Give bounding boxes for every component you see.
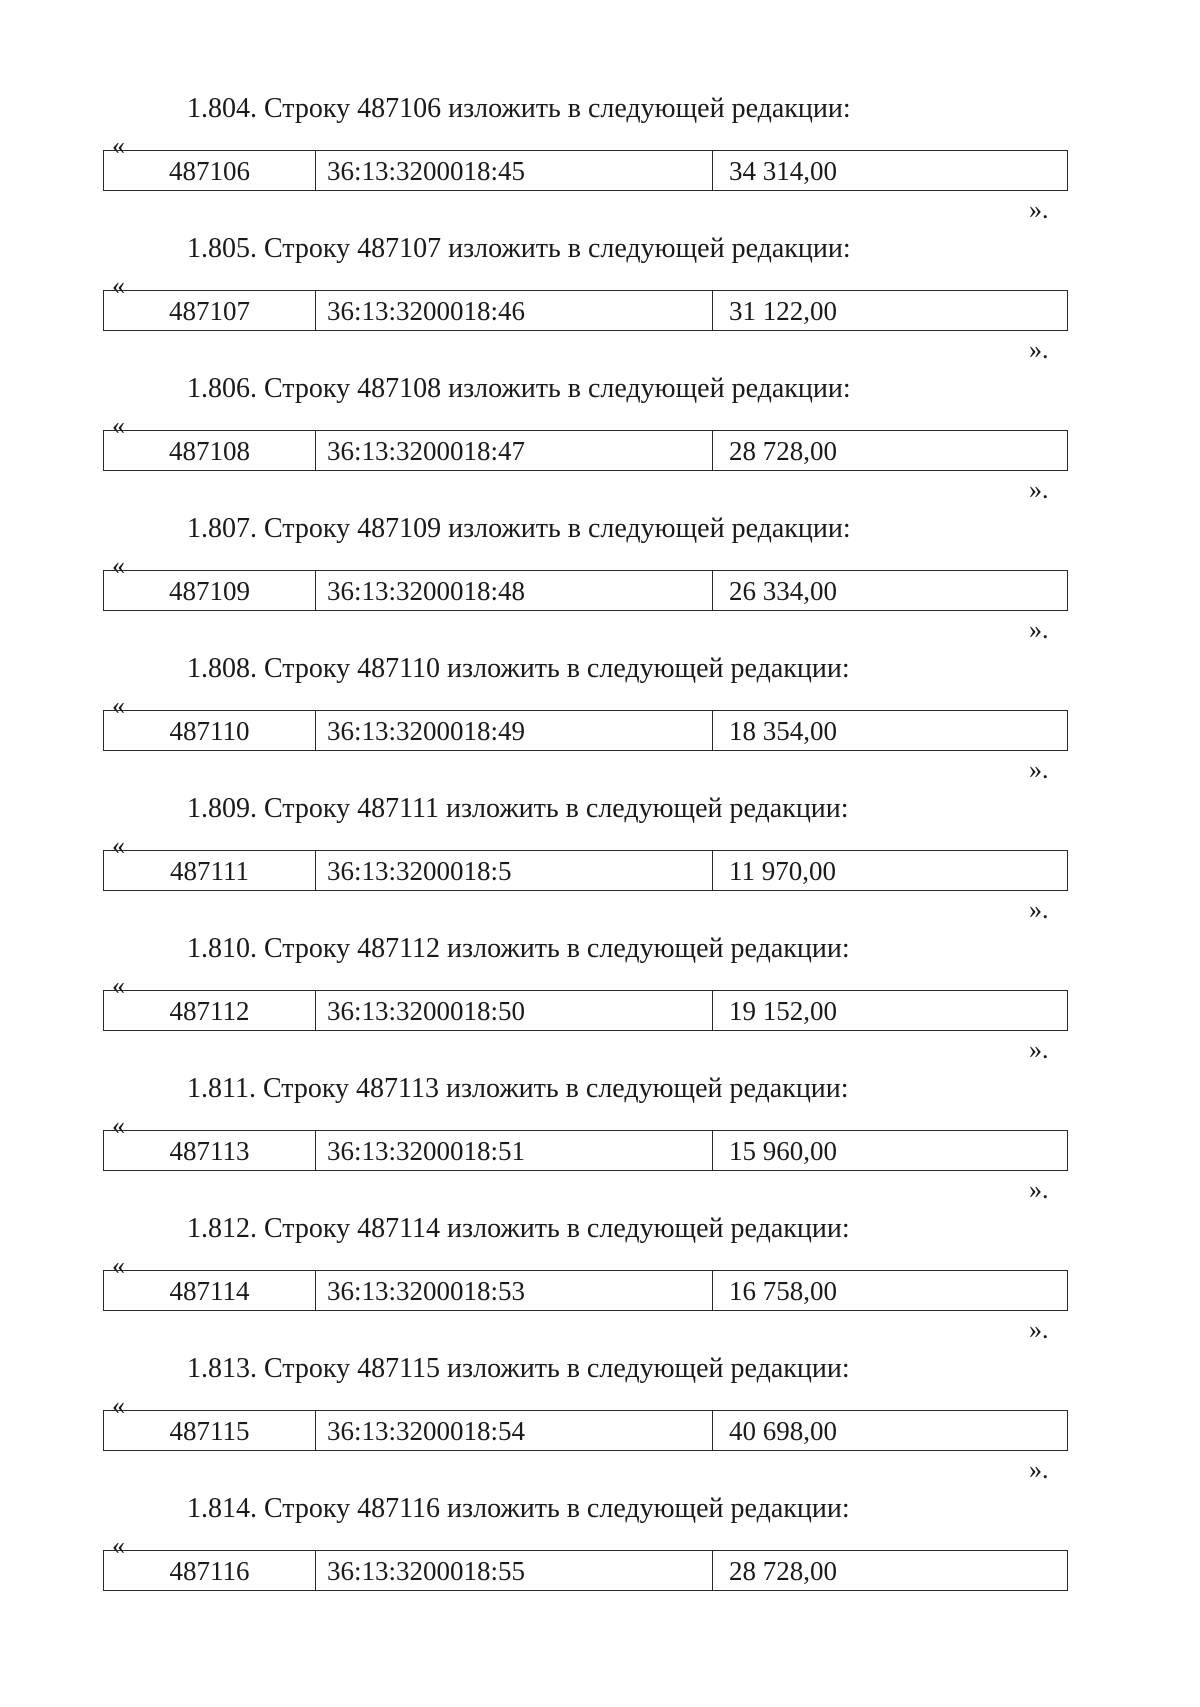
table-row (104, 1411, 1068, 1451)
value-cell: 18 354,00 (713, 711, 1068, 751)
cadastral-number-cell: 36:13:3200018:48 (316, 571, 713, 611)
cadastral-number-cell: 36:13:3200018:47 (316, 431, 713, 471)
cadastral-number-cell: 36:13:3200018:49 (316, 711, 713, 751)
value-cell: 28 728,00 (713, 1551, 1068, 1591)
table-row (104, 1551, 1068, 1591)
value-cell: 16 758,00 (713, 1271, 1068, 1311)
opening-quote: « (112, 1391, 125, 1420)
cadastral-number-cell: 36:13:3200018:45 (316, 151, 713, 191)
cadastral-number-cell: 36:13:3200018:50 (316, 991, 713, 1031)
cadastral-number-cell: 36:13:3200018:51 (316, 1131, 713, 1171)
opening-quote: « (112, 551, 125, 580)
opening-quote: « (112, 411, 125, 440)
row-table (103, 710, 1068, 751)
closing-quote: ». (1029, 1035, 1049, 1064)
amendment-heading: 1.805. Строку 487107 изложить в следующей редакции: (187, 233, 851, 264)
amendment-heading: 1.809. Строку 487111 изложить в следующей редакции: (187, 793, 849, 824)
cadastral-number-cell: 36:13:3200018:5 (316, 851, 713, 891)
row-number-cell: 487112 (104, 991, 316, 1031)
amendment-1-813 (0, 1352, 1200, 1492)
amendment-heading: 1.814. Строку 487116 изложить в следующей редакции: (187, 1493, 850, 1524)
amendment-1-807 (0, 512, 1200, 652)
opening-quote: « (112, 131, 125, 160)
row-table (103, 1550, 1068, 1591)
opening-quote: « (112, 831, 125, 860)
amendment-1-808 (0, 652, 1200, 792)
row-number-cell: 487116 (104, 1551, 316, 1591)
amendment-heading: 1.807. Строку 487109 изложить в следующей редакции: (187, 513, 851, 544)
amendment-1-809 (0, 792, 1200, 932)
amendment-1-806 (0, 372, 1200, 512)
amendment-1-812 (0, 1212, 1200, 1352)
row-number-cell: 487113 (104, 1131, 316, 1171)
value-cell: 19 152,00 (713, 991, 1068, 1031)
closing-quote: ». (1029, 755, 1049, 784)
closing-quote: ». (1029, 615, 1049, 644)
value-cell: 11 970,00 (713, 851, 1068, 891)
cadastral-number-cell: 36:13:3200018:53 (316, 1271, 713, 1311)
closing-quote: ». (1029, 335, 1049, 364)
cadastral-number-cell: 36:13:3200018:46 (316, 291, 713, 331)
opening-quote: « (112, 1251, 125, 1280)
closing-quote: ». (1029, 1315, 1049, 1344)
amendment-1-810 (0, 932, 1200, 1072)
opening-quote: « (112, 1531, 125, 1560)
value-cell: 40 698,00 (713, 1411, 1068, 1451)
row-table (103, 1270, 1068, 1311)
closing-quote: ». (1029, 475, 1049, 504)
closing-quote: ». (1029, 895, 1049, 924)
row-number-cell: 487111 (104, 851, 316, 891)
amendment-heading: 1.810. Строку 487112 изложить в следующей редакции: (187, 933, 850, 964)
cadastral-number-cell: 36:13:3200018:55 (316, 1551, 713, 1591)
row-number-cell: 487115 (104, 1411, 316, 1451)
table-row (104, 1271, 1068, 1311)
amendment-heading: 1.806. Строку 487108 изложить в следующей редакции: (187, 373, 851, 404)
row-table (103, 570, 1068, 611)
row-table (103, 850, 1068, 891)
table-row (104, 431, 1068, 471)
amendment-heading: 1.804. Строку 487106 изложить в следующей редакции: (187, 93, 851, 124)
row-number-cell: 487114 (104, 1271, 316, 1311)
opening-quote: « (112, 691, 125, 720)
value-cell: 28 728,00 (713, 431, 1068, 471)
opening-quote: « (112, 971, 125, 1000)
amendment-heading: 1.813. Строку 487115 изложить в следующей редакции: (187, 1353, 850, 1384)
closing-quote: ». (1029, 1175, 1049, 1204)
row-number-cell: 487108 (104, 431, 316, 471)
amendment-heading: 1.811. Строку 487113 изложить в следующей редакции: (187, 1073, 849, 1104)
value-cell: 15 960,00 (713, 1131, 1068, 1171)
row-number-cell: 487106 (104, 151, 316, 191)
amendment-1-805 (0, 232, 1200, 372)
row-number-cell: 487110 (104, 711, 316, 751)
value-cell: 26 334,00 (713, 571, 1068, 611)
row-number-cell: 487107 (104, 291, 316, 331)
row-table (103, 430, 1068, 471)
value-cell: 31 122,00 (713, 291, 1068, 331)
row-table (103, 1410, 1068, 1451)
table-row (104, 851, 1068, 891)
table-row (104, 991, 1068, 1031)
amendment-1-804 (0, 92, 1200, 232)
amendment-heading: 1.812. Строку 487114 изложить в следующей редакции: (187, 1213, 850, 1244)
table-row (104, 151, 1068, 191)
table-row (104, 711, 1068, 751)
closing-quote: ». (1029, 1455, 1049, 1484)
opening-quote: « (112, 1111, 125, 1140)
amendment-1-811 (0, 1072, 1200, 1212)
table-row (104, 291, 1068, 331)
row-table (103, 1130, 1068, 1171)
row-table (103, 990, 1068, 1031)
row-table (103, 150, 1068, 191)
row-number-cell: 487109 (104, 571, 316, 611)
amendment-heading: 1.808. Строку 487110 изложить в следующей редакции: (187, 653, 850, 684)
table-row (104, 571, 1068, 611)
table-row (104, 1131, 1068, 1171)
value-cell: 34 314,00 (713, 151, 1068, 191)
amendment-1-814 (0, 1492, 1200, 1632)
cadastral-number-cell: 36:13:3200018:54 (316, 1411, 713, 1451)
opening-quote: « (112, 271, 125, 300)
row-table (103, 290, 1068, 331)
closing-quote: ». (1029, 195, 1049, 224)
